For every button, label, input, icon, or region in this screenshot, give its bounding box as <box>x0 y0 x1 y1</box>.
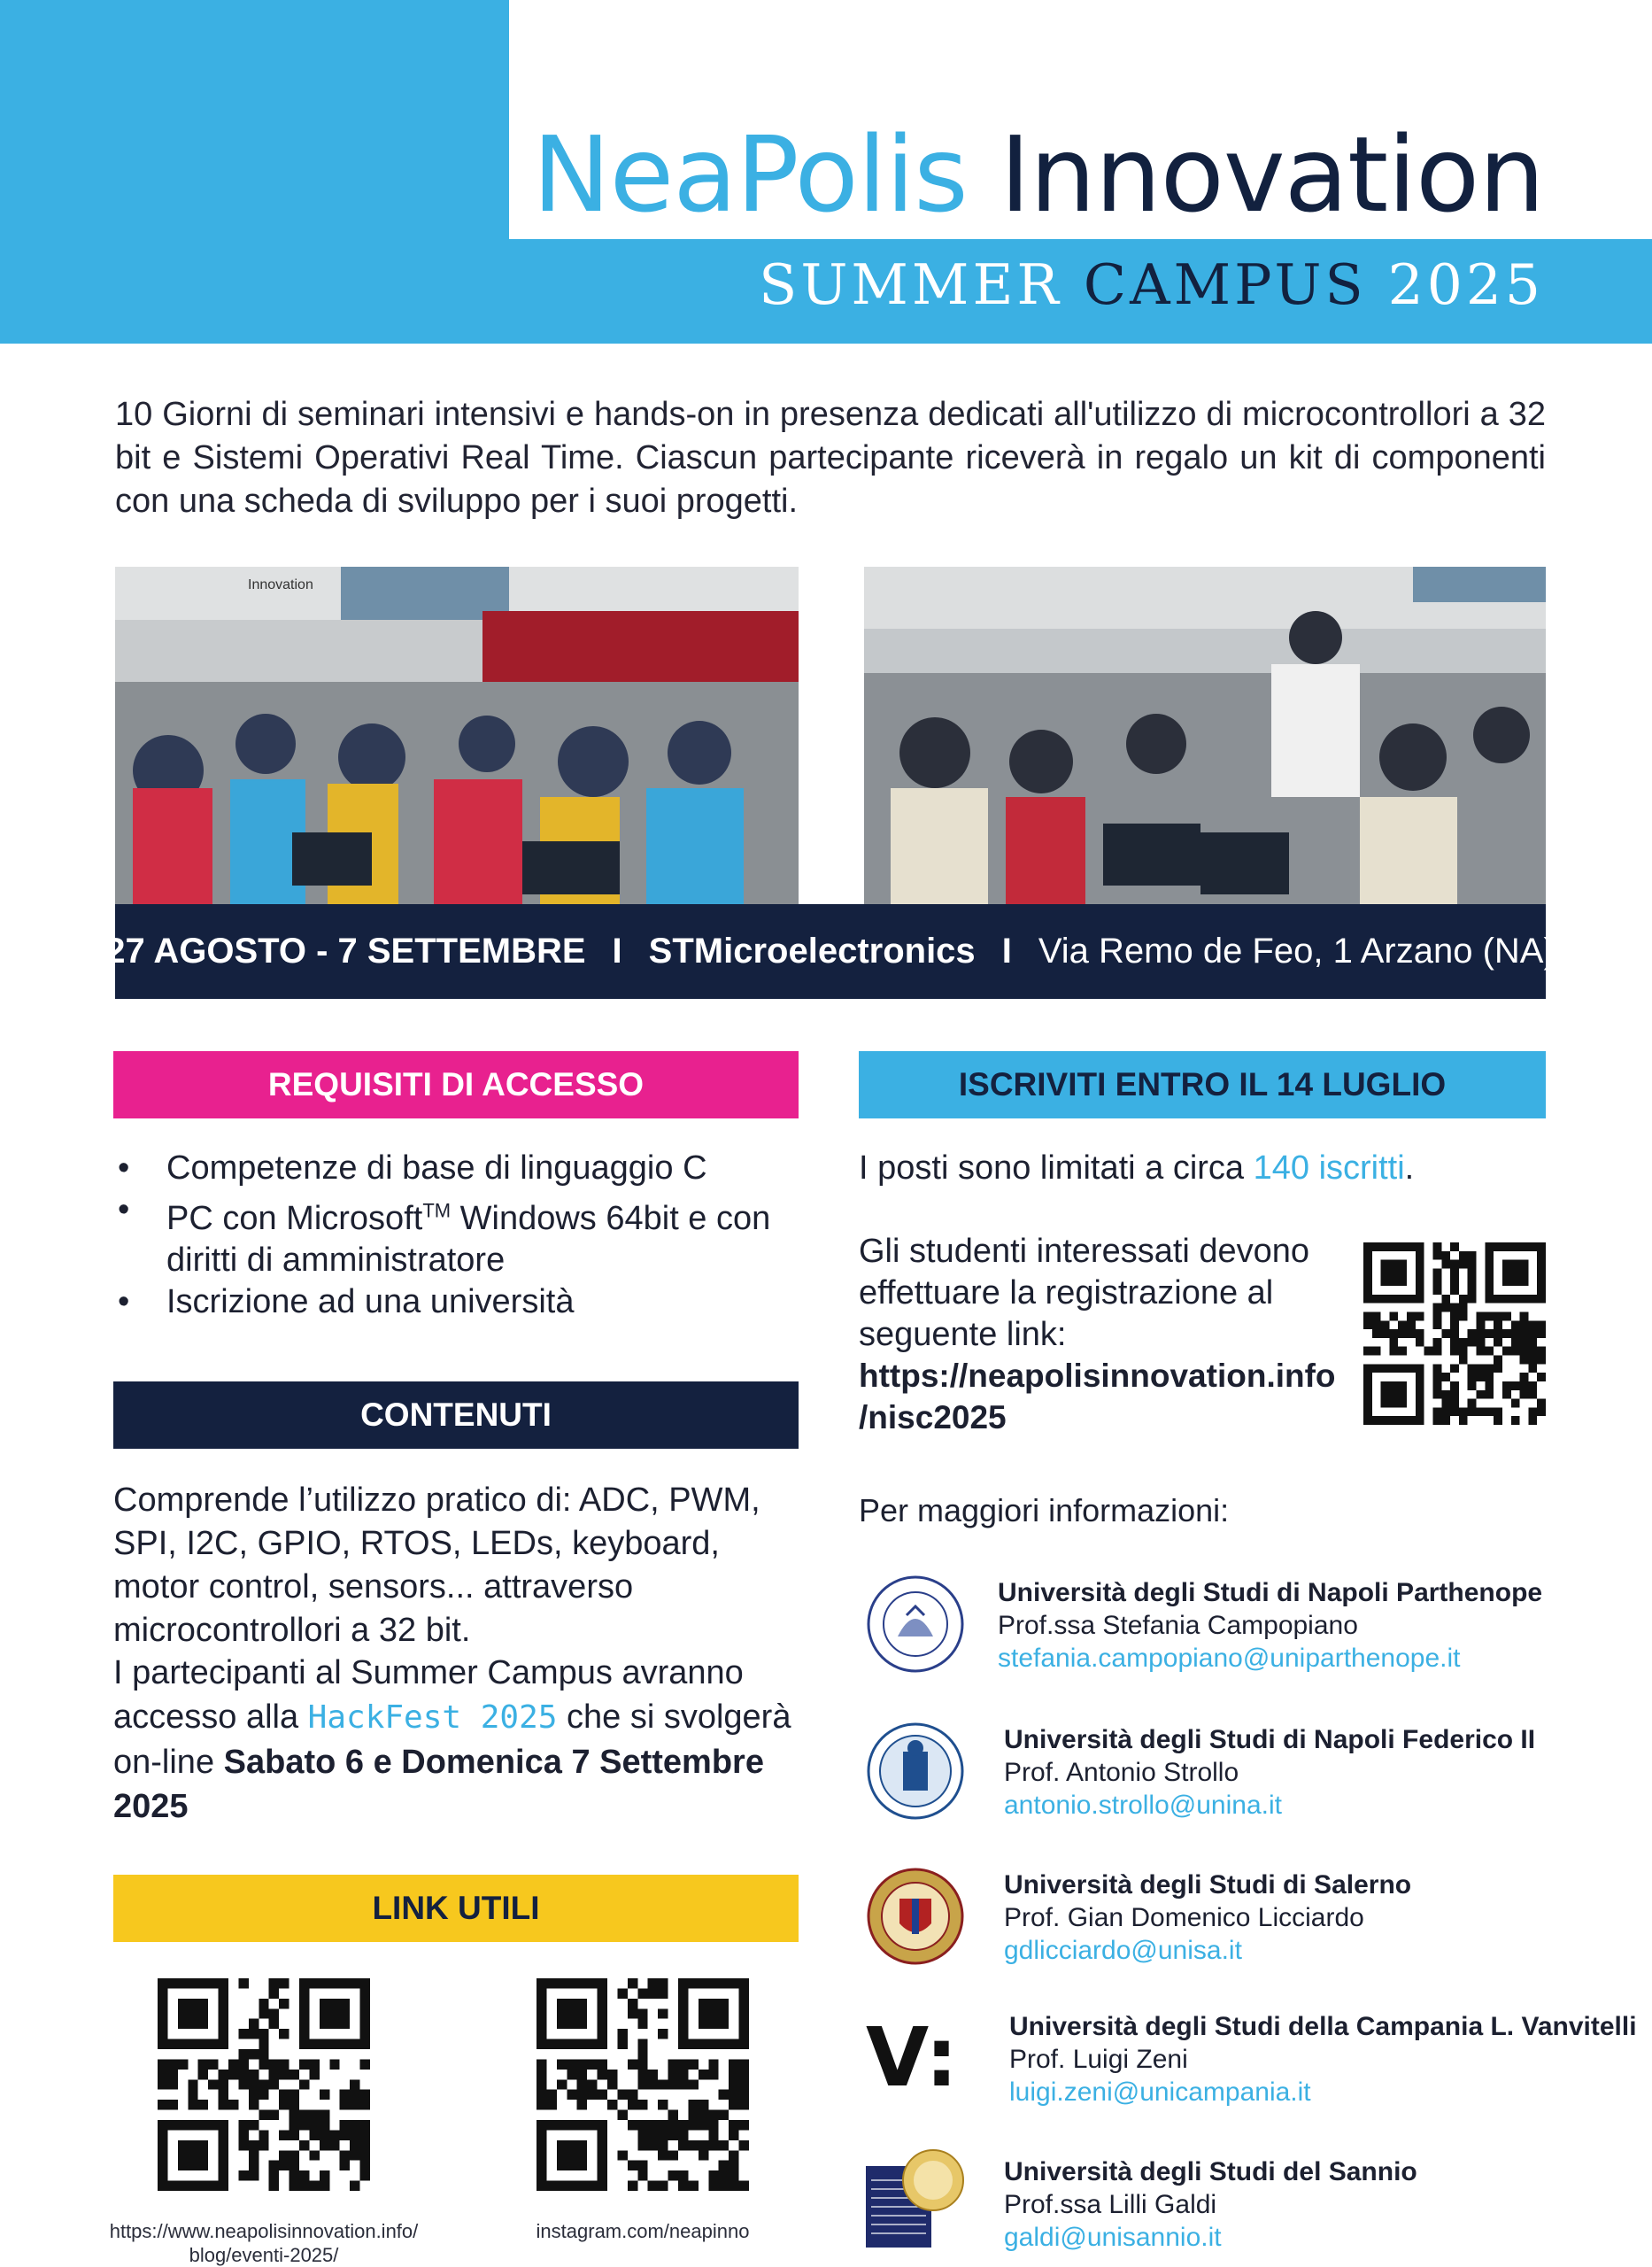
separator: I <box>612 932 622 971</box>
university-contact: Università degli Studi di Salerno Prof. Gian Domenico Licciardo gdlicciardo@unisa.it <box>0 1867 1652 1982</box>
instagram-qr-caption[interactable]: instagram.com/neapinno <box>536 2220 750 2242</box>
event-company: STMicroelectronics <box>648 932 976 971</box>
registration-link[interactable]: https://neapolisinnovation.info /nisc2025 <box>859 1358 1336 1435</box>
contenuti-text: Comprende l’utilizzo pratico di: ADC, PWM, SPI, I2C, GPIO, RTOS, LEDs, keyboard, motor control, sensors... attraverso microcontrollori a 32 bit. <box>113 1482 760 1649</box>
event-info-bar <box>105 904 1556 999</box>
university-contact: V: Università degli Studi della Campania L. Vanvitelli Prof. Luigi Zeni luigi.zeni@unicampania.it <box>866 2010 1637 2107</box>
requisiti-list <box>113 1148 822 1323</box>
university-contact: Università degli Studi del Sannio Prof.ssa Lilli Galdi galdi@unisannio.it <box>0 2152 1652 2267</box>
salerno-seal-icon <box>866 1867 965 1966</box>
list-item: • Competenze di base di linguaggio C <box>118 1149 707 1187</box>
contenuti-header: CONTENUTI <box>113 1381 799 1449</box>
parthenope-seal-icon <box>866 1575 965 1674</box>
registration-instructions: Gli studenti interessati devono effettuare la registrazione al seguente link: <box>859 1233 1310 1353</box>
requisiti-header: REQUISITI DI ACCESSO <box>113 1051 799 1118</box>
registration-qr-code[interactable] <box>1363 1242 1546 1425</box>
campus-photo-left <box>115 567 799 906</box>
university-contact: Università degli Studi di Napoli Federico II Prof. Antonio Strollo antonio.strollo@unina.it <box>0 1722 1652 1837</box>
info-title: Per maggiori informazioni: <box>859 1492 1230 1528</box>
list-item: • PC con Microsoft™ Windows 64bit e con diritti di amministratore <box>118 1191 771 1279</box>
email-link[interactable]: antonio.strollo@unina.it <box>1004 1791 1282 1820</box>
university-contact: Università degli Studi di Napoli Parthenope Prof.ssa Stefania Campopiano stefania.campopiano@uniparthenope.it <box>0 1575 1652 1690</box>
intro-paragraph: 10 Giorni di seminari intensivi e hands-on in presenza dedicati all'utilizzo di microcontrollori a 32 bit e Sistemi Operativi Real Time. Ciascun partecipante riceverà in regalo un kit di componenti con una scheda di sviluppo per i suoi progetti. <box>115 396 1546 520</box>
email-link[interactable]: stefania.campopiano@uniparthenope.it <box>998 1644 1461 1673</box>
email-link[interactable]: luigi.zeni@unicampania.it <box>1009 2077 1311 2107</box>
campus-photo-right <box>864 567 1546 906</box>
separator: I <box>1001 932 1012 971</box>
link-utili-header: LINK UTILI <box>113 1875 799 1942</box>
hackfest-text: I partecipanti al Summer Campus avranno accesso alla HackFest 2025 che si svolgerà on-line Sabato 6 e Domenica 7 Settembre 2025 <box>113 1654 791 1825</box>
hackfest-link[interactable]: HackFest 2025 <box>307 1699 558 1736</box>
campus-title: SUMMER CAMPUS 2025 <box>759 252 1544 317</box>
brand-title <box>532 113 1544 236</box>
photo-sign-text: Innovation <box>248 577 313 592</box>
iscriviti-header: ISCRIVITI ENTRO IL 14 LUGLIO <box>859 1051 1546 1118</box>
brand-part-neapolis: NeaPolis <box>532 113 968 236</box>
website-qr-caption[interactable]: https://www.neapolisinnovation.info/ blog/eventi-2025/ <box>109 2220 419 2266</box>
brand-part-innovation: Innovation <box>967 113 1544 236</box>
email-link[interactable]: galdi@unisannio.it <box>1004 2223 1222 2252</box>
federico-ii-seal-icon <box>866 1722 965 1821</box>
event-address: Via Remo de Feo, 1 Arzano (NA) <box>1038 932 1556 971</box>
posti-text: I posti sono limitati a circa 140 iscritti. <box>859 1149 1415 1187</box>
list-item: • Iscrizione ad una università <box>118 1282 575 1320</box>
event-dates: 27 AGOSTO - 7 SETTEMBRE <box>105 932 586 971</box>
email-link[interactable]: gdlicciardo@unisa.it <box>1004 1936 1242 1965</box>
vanvitelli-logo-icon: V: <box>866 2010 958 2105</box>
sannio-logo-icon <box>866 2148 965 2248</box>
